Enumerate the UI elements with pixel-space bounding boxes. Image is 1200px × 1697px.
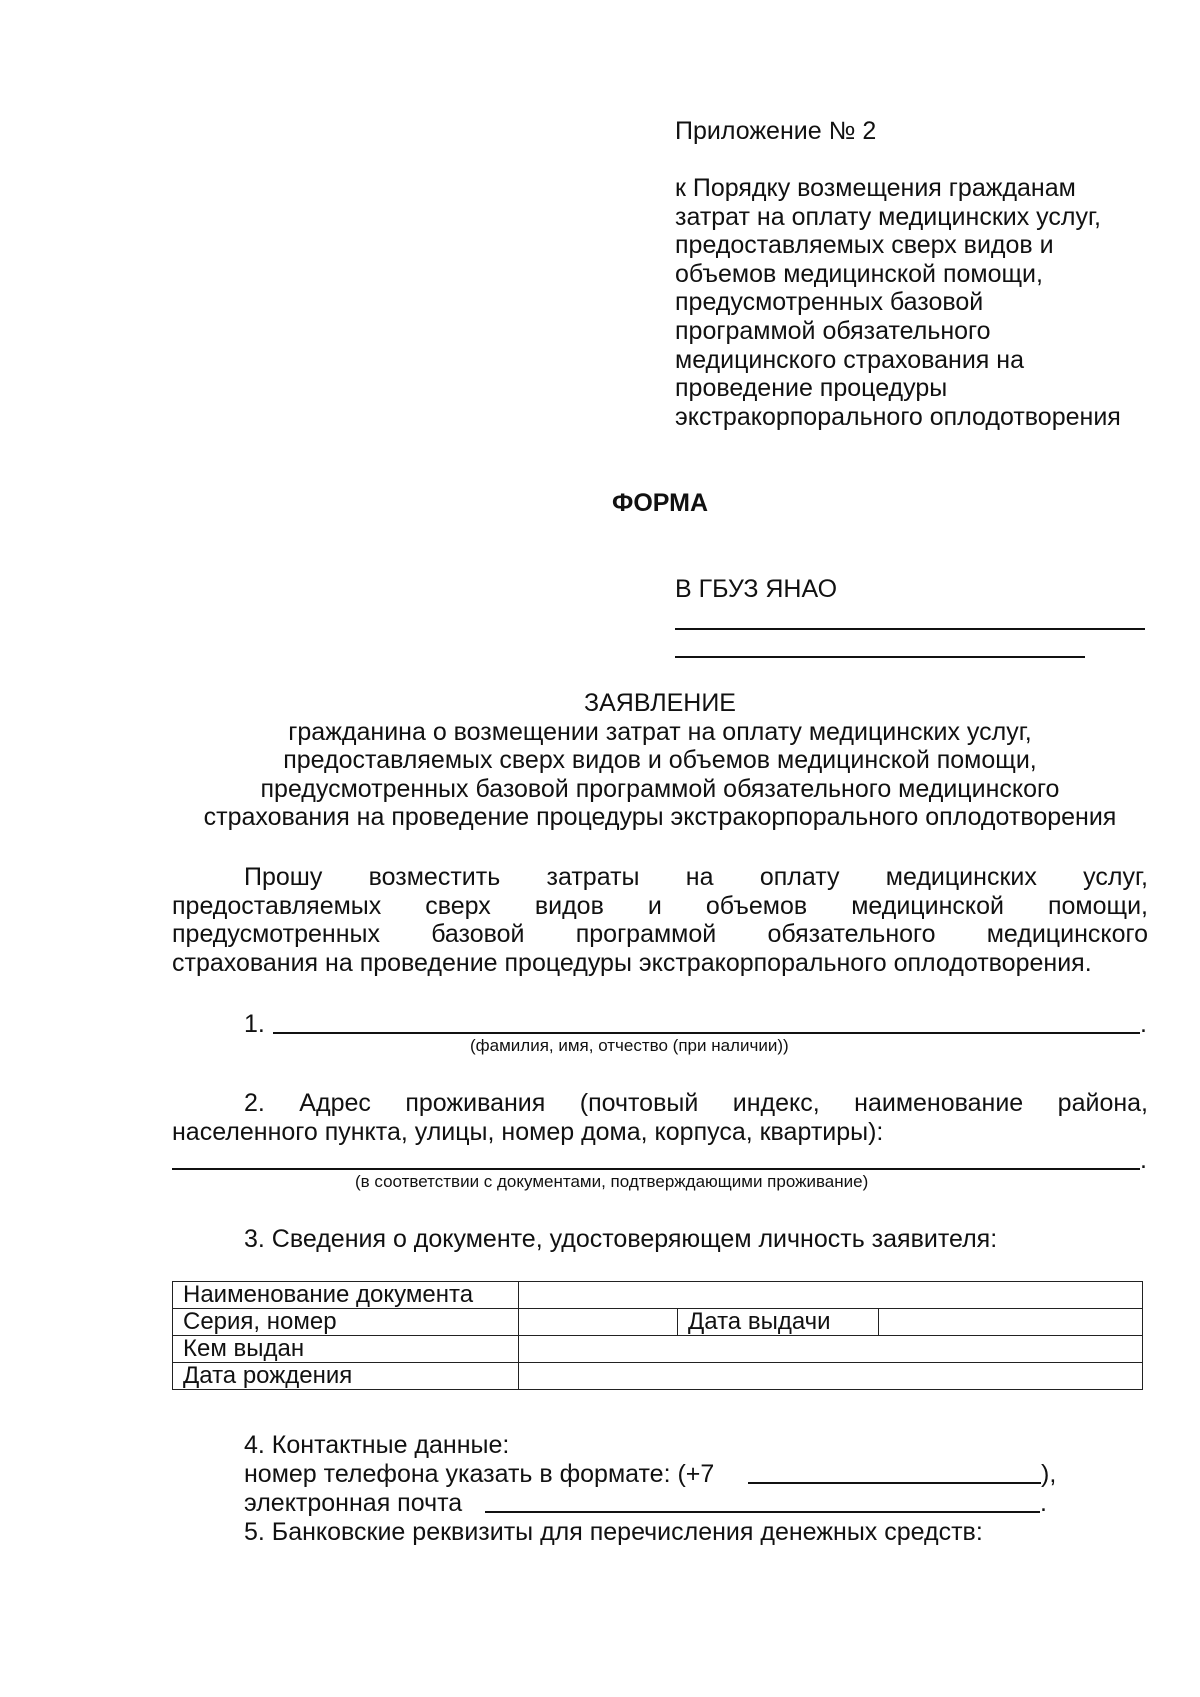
phone-suffix: ),: [1041, 1460, 1057, 1488]
birth-date-label: Дата рождения: [173, 1363, 519, 1390]
request-line: Прошу возместить затраты на оплату медицинских услуг,: [244, 863, 1148, 891]
item2-line: 2. Адрес проживания (почтовый индекс, наименование района,: [244, 1089, 1148, 1117]
issue-date-label: Дата выдачи: [678, 1309, 879, 1336]
statement-subtitle-line: предусмотренных базовой программой обязательного медицинского: [260, 774, 1060, 803]
request-line: страхования на проведение процедуры экстракорпорального оплодотворения.: [172, 948, 1092, 977]
appendix-title: Приложение № 2: [675, 117, 877, 145]
series-number-label: Серия, номер: [173, 1309, 519, 1336]
birth-date-field[interactable]: [519, 1363, 1143, 1390]
item1-hint: (фамилия, имя, отчество (при наличии)): [470, 1036, 789, 1055]
item2-text: [172, 1089, 1148, 1146]
appendix-line: к Порядку возмещения гражданам: [675, 174, 1076, 202]
appendix-line: предоставляемых сверх видов и: [675, 231, 1054, 260]
request-paragraph: [172, 863, 1148, 977]
statement-subtitle-line: страхования на проведение процедуры экстракорпорального оплодотворения: [203, 803, 1117, 832]
appendix-line: программой обязательного: [675, 316, 991, 345]
phone-field[interactable]: [748, 1482, 1041, 1484]
item3-heading: 3. Сведения о документе, удостоверяющем личность заявителя:: [244, 1225, 998, 1253]
item2-end: .: [1140, 1146, 1147, 1174]
item2-address-field[interactable]: [172, 1168, 1140, 1170]
item1-end: .: [1140, 1010, 1147, 1038]
form-label: ФОРМА: [611, 489, 708, 517]
request-line: предоставляемых сверх видов и объемов медицинской помощи,: [172, 891, 1148, 920]
appendix-line: предусмотренных базовой: [675, 288, 984, 317]
appendix-line: затрат на оплату медицинских услуг,: [675, 202, 1101, 231]
doc-name-field[interactable]: [519, 1282, 1143, 1309]
recipient-label: В ГБУЗ ЯНАО: [675, 575, 838, 603]
item2-line: населенного пункта, улицы, номер дома, корпуса, квартиры):: [172, 1117, 884, 1146]
appendix-line: проведение процедуры: [675, 374, 948, 403]
appendix-line: объемов медицинской помощи,: [675, 259, 1043, 288]
issued-by-label: Кем выдан: [173, 1336, 519, 1363]
statement-header: [170, 689, 1150, 832]
appendix-line: экстракорпорального оплодотворения: [675, 402, 1121, 431]
statement-subtitle-line: предоставляемых сверх видов и объемов медицинской помощи,: [283, 746, 1037, 775]
recipient-line-1[interactable]: [675, 628, 1145, 630]
issue-date-field[interactable]: [879, 1309, 1143, 1336]
table-row: [173, 1363, 1143, 1390]
recipient-line-2[interactable]: [675, 656, 1085, 658]
item1-name-field[interactable]: [273, 1032, 1140, 1034]
issued-by-field[interactable]: [519, 1336, 1143, 1363]
item1-number: 1.: [244, 1010, 265, 1038]
appendix-line: медицинского страхования на: [675, 345, 1024, 374]
email-end: .: [1040, 1489, 1047, 1517]
email-label: электронная почта: [244, 1489, 463, 1517]
table-row: [173, 1336, 1143, 1363]
appendix-text: [675, 174, 1121, 431]
request-line: предусмотренных базовой программой обязательного медицинского: [172, 920, 1148, 949]
email-field[interactable]: [485, 1511, 1040, 1513]
item4-heading: 4. Контактные данные:: [244, 1431, 510, 1459]
statement-title: ЗАЯВЛЕНИЕ: [583, 689, 736, 717]
doc-name-label: Наименование документа: [173, 1282, 519, 1309]
phone-label: номер телефона указать в формате: (+7: [244, 1460, 715, 1488]
table-row: [173, 1309, 1143, 1336]
item5-heading: 5. Банковские реквизиты для перечисления денежных средств:: [244, 1518, 983, 1546]
identity-document-table: [172, 1281, 1143, 1390]
series-number-field[interactable]: [519, 1309, 678, 1336]
statement-subtitle-line: гражданина о возмещении затрат на оплату медицинских услуг,: [288, 717, 1032, 746]
item2-hint: (в соответствии с документами, подтверждающими проживание): [355, 1172, 869, 1191]
table-row: [173, 1282, 1143, 1309]
